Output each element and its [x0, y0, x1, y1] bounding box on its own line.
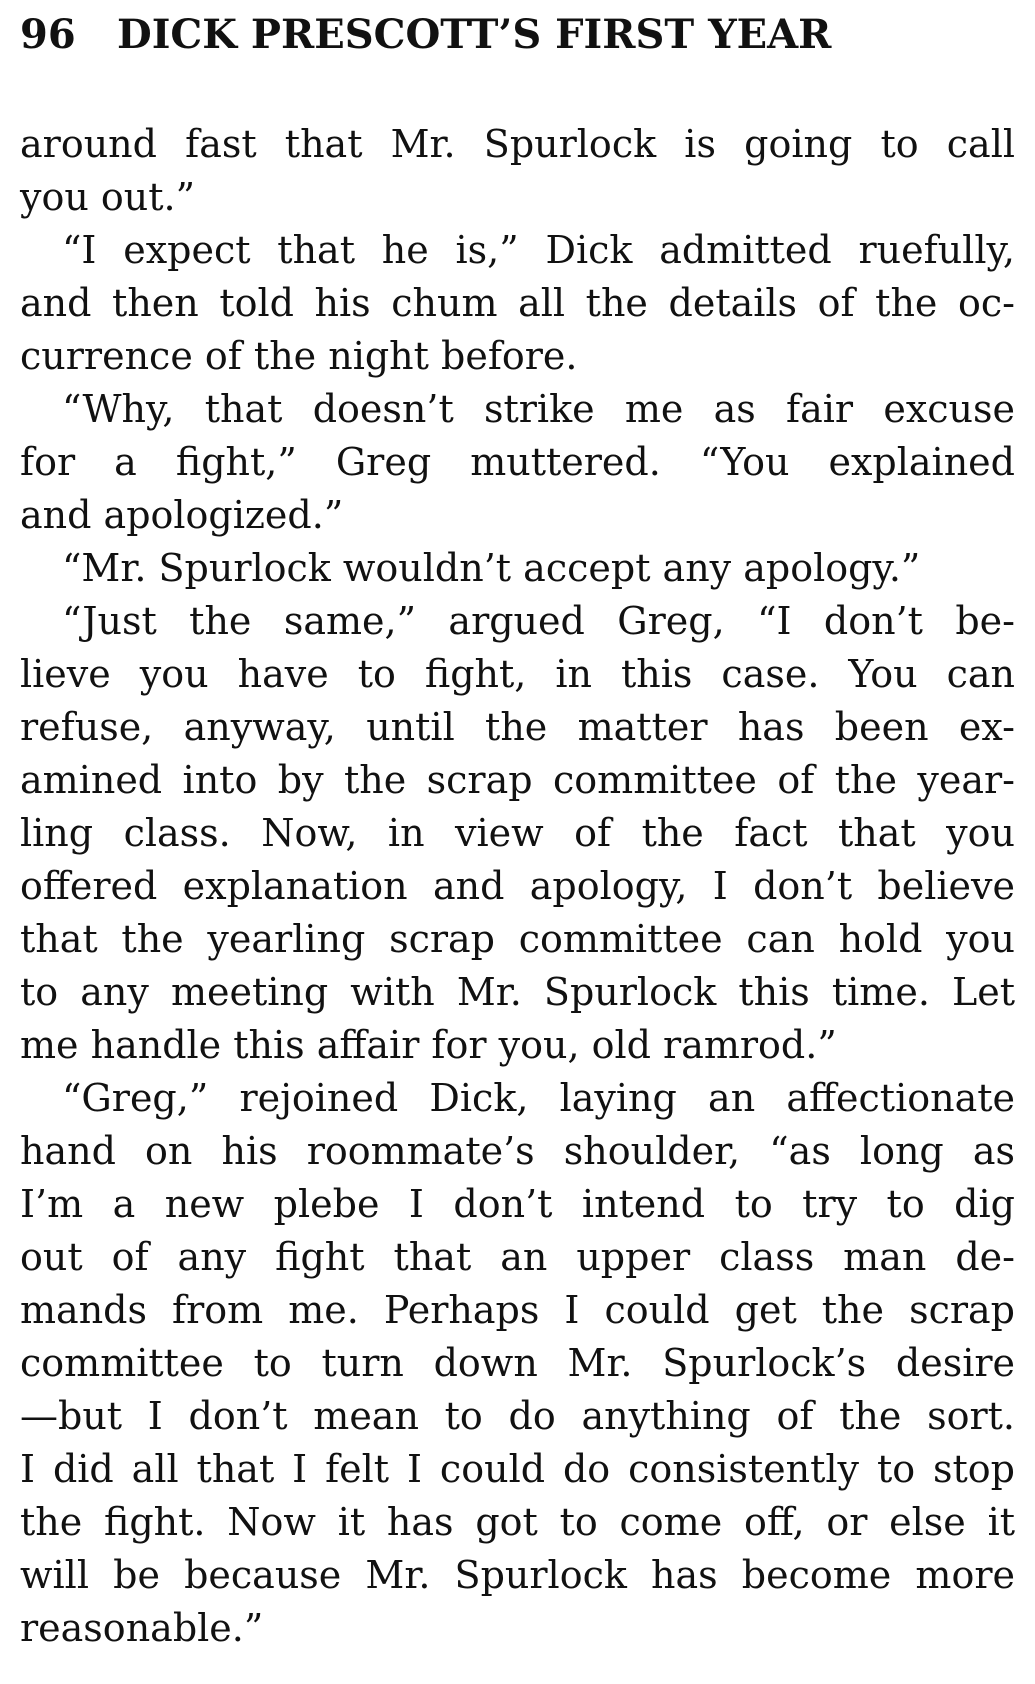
- book-title: DICK PRESCOTT’S FIRST YEAR: [117, 11, 832, 58]
- text-line: “Why, that doesn’t strike me as fair excuse: [62, 387, 1015, 431]
- text-line: I did all that I felt I could do consistently to stop: [20, 1447, 1015, 1491]
- book-page: [20, 10, 1015, 1655]
- text-line: “I expect that he is,” Dick admitted ruefully,: [62, 228, 1015, 272]
- text-line: reasonable.”: [20, 1606, 264, 1650]
- text-line: around fast that Mr. Spurlock is going to call: [20, 122, 1015, 166]
- text-line: mands from me. Perhaps I could get the scrap: [20, 1288, 1015, 1332]
- text-line: and then told his chum all the details of the oc-: [20, 281, 1015, 325]
- text-line: I’m a new plebe I don’t intend to try to dig: [20, 1182, 1015, 1226]
- text-line: “Mr. Spurlock wouldn’t accept any apology.”: [62, 546, 921, 590]
- text-line: that the yearling scrap committee can hold you: [20, 917, 1015, 961]
- text-line: offered explanation and apology, I don’t believe: [20, 864, 1015, 908]
- text-line: currence of the night before.: [20, 334, 578, 378]
- text-line: lieve you have to fight, in this case. You can: [20, 652, 1015, 696]
- body-text: [20, 118, 1015, 1655]
- text-line: amined into by the scrap committee of the year-: [20, 758, 1015, 802]
- page-number: 96: [20, 11, 76, 58]
- text-line: the fight. Now it has got to come off, or else it: [20, 1500, 1015, 1544]
- paragraph: [20, 595, 1015, 1072]
- paragraph: [20, 542, 1015, 595]
- text-line: you out.”: [20, 175, 196, 219]
- text-line: and apologized.”: [20, 493, 344, 537]
- paragraph: [20, 383, 1015, 542]
- text-line: me handle this affair for you, old ramrod.”: [20, 1023, 837, 1067]
- text-line: will be because Mr. Spurlock has become more: [20, 1553, 1015, 1597]
- paragraph: [20, 1072, 1015, 1655]
- paragraph: [20, 118, 1015, 224]
- running-head: [20, 10, 1015, 72]
- text-line: ling class. Now, in view of the fact that you: [20, 811, 1015, 855]
- text-line: “Greg,” rejoined Dick, laying an affectionate: [62, 1076, 1015, 1120]
- text-line: for a fight,” Greg muttered. “You explained: [20, 440, 1015, 484]
- text-line: refuse, anyway, until the matter has been ex-: [20, 705, 1015, 749]
- text-line: out of any fight that an upper class man de-: [20, 1235, 1015, 1279]
- text-line: to any meeting with Mr. Spurlock this time. Let: [20, 970, 1015, 1014]
- paragraph: [20, 224, 1015, 383]
- text-line: committee to turn down Mr. Spurlock’s desire: [20, 1341, 1015, 1385]
- text-line: —but I don’t mean to do anything of the sort.: [20, 1394, 1015, 1438]
- text-line: “Just the same,” argued Greg, “I don’t be-: [62, 599, 1015, 643]
- text-line: hand on his roommate’s shoulder, “as long as: [20, 1129, 1015, 1173]
